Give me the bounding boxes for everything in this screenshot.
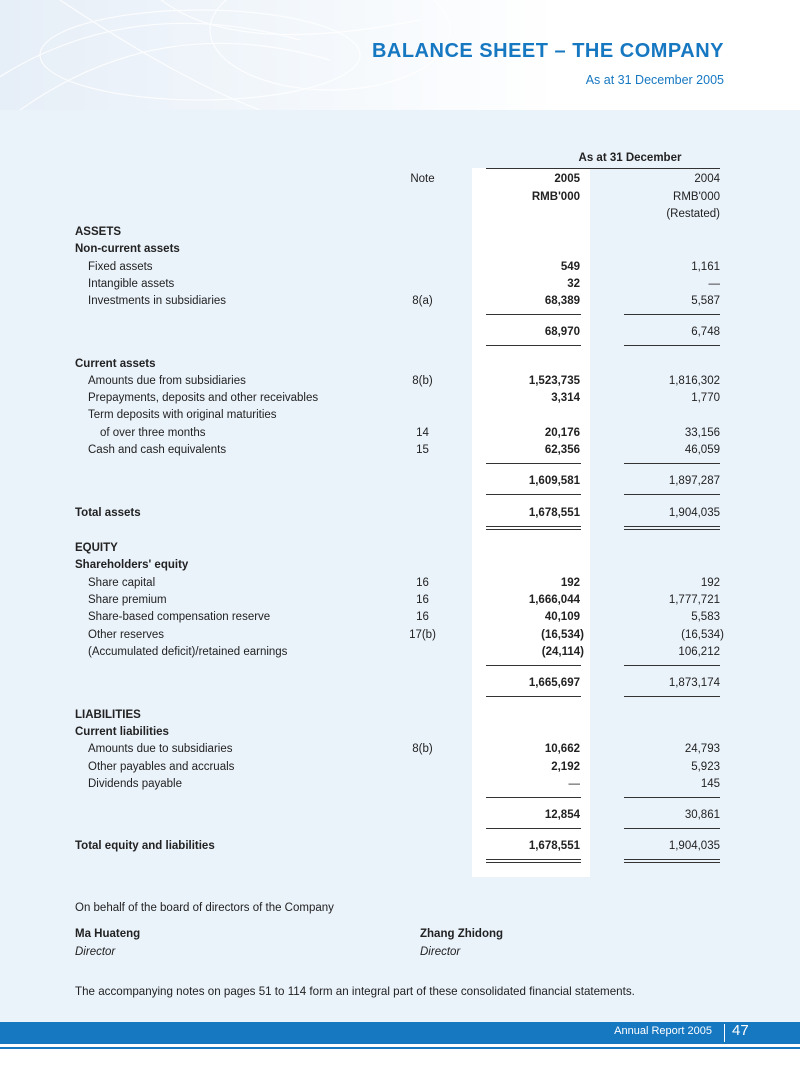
table-row-total: [0, 507, 800, 524]
underline-2005: [486, 463, 581, 464]
row-note: 15: [416, 444, 429, 456]
value-2004: 1,816,302: [668, 375, 720, 387]
value-2005: 1,665,697: [528, 677, 580, 689]
table-row: [0, 646, 800, 663]
table-row: [0, 409, 800, 426]
underline-2004: [624, 665, 720, 666]
row-label: ASSETS: [75, 226, 122, 238]
value-2004: 1,904,035: [668, 507, 720, 519]
value-2005: 40,109: [544, 611, 580, 623]
value-2004: 24,793: [684, 743, 720, 755]
row-note: 17(b): [409, 629, 436, 641]
value-2005: 1,523,735: [528, 375, 580, 387]
table-row: [0, 577, 800, 594]
footnote: The accompanying notes on pages 51 to 114 form an integral part of these consolidated financial statements.: [75, 985, 635, 998]
table-row: [0, 743, 800, 760]
row-note: 16: [416, 611, 429, 623]
underline-2005: [486, 665, 581, 666]
row-note: 16: [416, 577, 429, 589]
table-row: [0, 375, 800, 392]
value-2005: 62,356: [544, 444, 580, 456]
value-2005: 10,662: [544, 743, 580, 755]
underline-2005: [486, 314, 581, 315]
signer1-name: Ma Huateng: [75, 928, 141, 940]
row-label: Share-based compensation reserve: [88, 611, 271, 623]
underline-2005: [486, 494, 581, 495]
value-2004: 5,923: [691, 761, 720, 773]
table-row-subtotal: [0, 809, 800, 826]
column-group-header: As at 31 December: [578, 152, 682, 164]
value-2005: 1,678,551: [528, 840, 580, 852]
row-label: Cash and cash equivalents: [88, 444, 227, 456]
signer1-title: Director: [75, 946, 116, 958]
value-2005: 1,666,044: [528, 594, 580, 606]
underline-2005: [486, 797, 581, 798]
underline-2004: [624, 828, 720, 829]
table-row: [0, 358, 800, 375]
table-row: [0, 278, 800, 295]
row-label: Total assets: [75, 507, 141, 519]
underline-2004: [624, 797, 720, 798]
underline-2004: [624, 696, 720, 697]
table-row: [0, 761, 800, 778]
value-2005: 549: [560, 261, 580, 273]
footer-divider: [724, 1024, 725, 1042]
table-row: [0, 261, 800, 278]
row-label: of over three months: [100, 427, 206, 439]
table-row: [0, 709, 800, 726]
row-note: 8(b): [412, 743, 433, 755]
value-2004: 1,904,035: [668, 840, 720, 852]
underline-2004: [624, 345, 720, 346]
footer-rule: [0, 1047, 800, 1049]
unit-2004-header: RMB'000: [673, 191, 720, 203]
double-underline-2005: [486, 862, 581, 863]
table-row: [0, 559, 800, 576]
value-2004: 5,583: [691, 611, 720, 623]
row-label: Prepayments, deposits and other receivables: [88, 392, 319, 404]
value-2004: 33,156: [684, 427, 720, 439]
row-note: 8(a): [412, 295, 433, 307]
row-note: 14: [416, 427, 429, 439]
value-2004: 192: [700, 577, 720, 589]
table-row: [0, 243, 800, 260]
double-underline-2005: [486, 529, 581, 530]
year-2004-header: 2004: [694, 173, 720, 185]
table-row: [0, 778, 800, 795]
row-label: Amounts due from subsidiaries: [88, 375, 246, 387]
table-row-subtotal: [0, 677, 800, 694]
value-2004: 1,777,721: [668, 594, 720, 606]
value-2005: 2,192: [551, 761, 580, 773]
value-2004: 1,897,287: [668, 475, 720, 487]
value-2005: 68,389: [544, 295, 580, 307]
note-header: Note: [410, 173, 435, 185]
value-2004: —: [708, 278, 720, 290]
row-label: Non-current assets: [75, 243, 180, 255]
value-2004: 1,770: [691, 392, 720, 404]
value-2005: (16,534): [541, 629, 584, 641]
value-2004: 106,212: [678, 646, 720, 658]
year-2005-header: 2005: [554, 173, 580, 185]
page-subtitle: As at 31 December 2005: [585, 73, 724, 87]
page-number: 47: [732, 1022, 749, 1039]
value-2004: 6,748: [691, 326, 720, 338]
value-2005: 1,609,581: [528, 475, 580, 487]
value-2005: 3,314: [551, 392, 580, 404]
value-2005: (24,114): [541, 646, 584, 658]
row-label: Shareholders' equity: [75, 559, 189, 571]
signer2-title: Director: [420, 946, 461, 958]
value-2004: 30,861: [684, 809, 720, 821]
value-2005: 32: [567, 278, 580, 290]
table-row: [0, 611, 800, 628]
row-label: Amounts due to subsidiaries: [88, 743, 233, 755]
underline-2004: [624, 463, 720, 464]
value-2005: 1,678,551: [528, 507, 580, 519]
underline-2004: [624, 314, 720, 315]
value-2004: (16,534): [681, 629, 724, 641]
row-label: Share capital: [88, 577, 156, 589]
row-note: 16: [416, 594, 429, 606]
value-2004: 145: [700, 778, 720, 790]
header-rule: [486, 168, 720, 169]
row-label: Intangible assets: [88, 278, 175, 290]
double-underline-2005: [486, 859, 581, 860]
double-underline-2004: [624, 859, 720, 860]
underline-2005: [486, 345, 581, 346]
value-2005: 20,176: [544, 427, 580, 439]
row-label: LIABILITIES: [75, 709, 141, 721]
row-label: Share premium: [88, 594, 167, 606]
double-underline-2004: [624, 526, 720, 527]
value-2004: 1,161: [691, 261, 720, 273]
row-label: EQUITY: [75, 542, 118, 554]
signer2-name: Zhang Zhidong: [420, 928, 504, 940]
value-2005: 68,970: [544, 326, 580, 338]
page-title: BALANCE SHEET – THE COMPANY: [371, 40, 724, 62]
row-label: Other reserves: [88, 629, 165, 641]
table-row-total: [0, 840, 800, 857]
value-2004: 1,873,174: [668, 677, 720, 689]
table-row: [0, 295, 800, 312]
row-label: Term deposits with original maturities: [88, 409, 277, 421]
value-2005: 12,854: [544, 809, 580, 821]
row-label: Total equity and liabilities: [75, 840, 215, 852]
row-label: Current assets: [75, 358, 156, 370]
value-2004: 46,059: [684, 444, 720, 456]
table-row-subtotal: [0, 475, 800, 492]
double-underline-2005: [486, 526, 581, 527]
unit-2005-header: RMB'000: [531, 191, 580, 203]
table-row: [0, 226, 800, 243]
row-label: Fixed assets: [88, 261, 153, 273]
table-row: [0, 542, 800, 559]
row-label: Investments in subsidiaries: [88, 295, 227, 307]
double-underline-2004: [624, 862, 720, 863]
row-label: Current liabilities: [75, 726, 169, 738]
signoff-intro: On behalf of the board of directors of the Company: [75, 902, 334, 914]
value-2005: 192: [560, 577, 580, 589]
row-label: Dividends payable: [88, 778, 182, 790]
table-row-subtotal: [0, 326, 800, 343]
table-row: [0, 594, 800, 611]
table-row: [0, 427, 800, 444]
underline-2005: [486, 828, 581, 829]
header-banner: [0, 0, 800, 110]
underline-2005: [486, 696, 581, 697]
footer-report-title: Annual Report 2005: [614, 1025, 712, 1037]
underline-2004: [624, 494, 720, 495]
row-label: (Accumulated deficit)/retained earnings: [88, 646, 288, 658]
row-label: Other payables and accruals: [88, 761, 235, 773]
table-row: [0, 726, 800, 743]
restated-header: (Restated): [666, 208, 720, 220]
table-row: [0, 392, 800, 409]
table-row: [0, 444, 800, 461]
value-2004: 5,587: [691, 295, 720, 307]
double-underline-2004: [624, 529, 720, 530]
table-row: [0, 629, 800, 646]
row-note: 8(b): [412, 375, 433, 387]
value-2005: —: [568, 778, 580, 790]
